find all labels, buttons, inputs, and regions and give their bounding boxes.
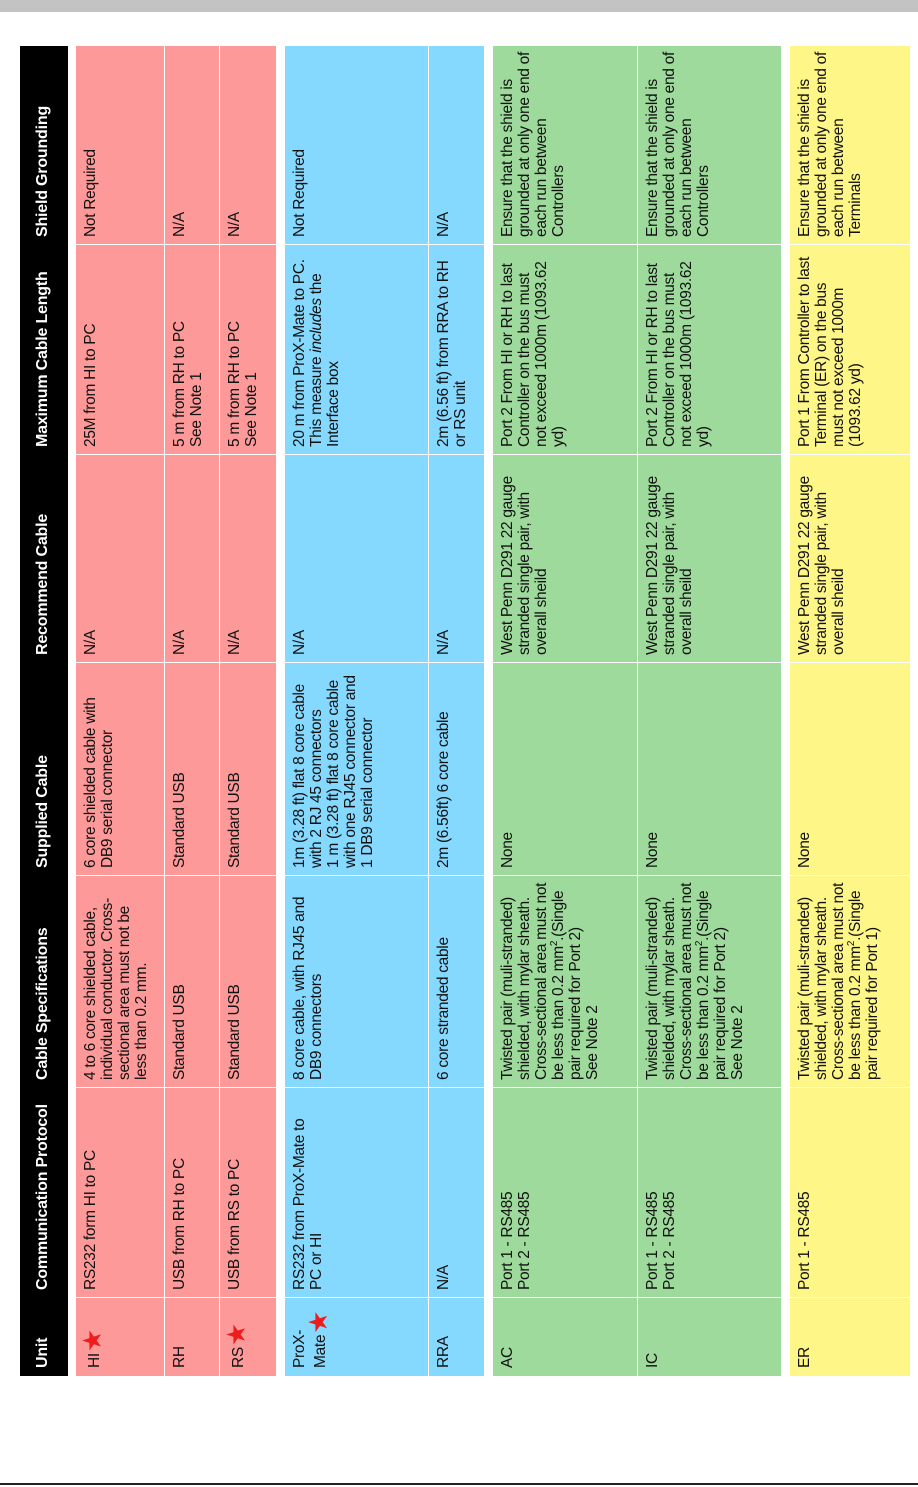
header-row [20, 46, 68, 1376]
column-divider [493, 1297, 781, 1298]
column-divider [493, 1087, 781, 1088]
star-icon: ★ [221, 1323, 251, 1347]
spec-cell: Standard USB [226, 984, 243, 1080]
recommend-cell: West Penn D291 22 gauge stranded single pair, with overall sheild [796, 476, 847, 655]
shield-cell: Ensure that the shield is grounded at only one end of each run between Terminals [796, 52, 864, 237]
spec-superscript: 2 [693, 940, 705, 947]
column-divider [76, 1087, 276, 1088]
supplied-cell: None [644, 832, 661, 868]
unit-cell: RH [171, 1346, 188, 1368]
protocol-cell: USB from RS to PC [226, 1159, 243, 1290]
table-row-ac [493, 46, 637, 1376]
length-cell: Port 1 From Controller to last Terminal (ER) on the bus must not exceed 1000m (1093.62 yd) [796, 257, 864, 447]
spec-cell [790, 876, 910, 1088]
shield-cell: Not Required [291, 149, 308, 237]
supplied-cell: 1m (3.28 ft) flat 8 core cable with 2 RJ 45 connectors 1 m (3.28 ft) flat 8 core cable with one RJ45 connector and 1 DB9 serial connector [291, 675, 376, 868]
recommend-cell: West Penn D291 22 gauge stranded single pair, with overall sheild [644, 476, 695, 655]
table-row-rra [429, 46, 484, 1376]
header-cable-specifications: Cable Specifications [34, 927, 51, 1080]
table-row-rh [165, 46, 219, 1376]
unit-cell [285, 1298, 428, 1376]
unit-cell [220, 1298, 276, 1376]
table-row-ic [638, 46, 781, 1376]
column-divider [790, 1297, 910, 1298]
recommend-cell: N/A [435, 630, 452, 655]
column-divider [76, 244, 276, 245]
column-divider [790, 662, 910, 663]
protocol-cell: RS232 form HI to PC [82, 1150, 99, 1290]
supplied-cell: Standard USB [226, 772, 243, 868]
spec-text: Twisted pair (muli-stranded) shielded, with mylar sheath. Cross-sectional area must not be less than 0.2 mm [499, 882, 567, 1080]
length-cell: 25M from HI to PC [82, 323, 99, 447]
protocol-cell: N/A [435, 1265, 452, 1290]
unit-cell: AC [499, 1347, 516, 1368]
recommend-cell: N/A [171, 630, 188, 655]
header-recommend-cable: Recommend Cable [34, 513, 51, 655]
unit-label: HI [86, 1353, 103, 1368]
spec-cell: 6 core stranded cable [435, 937, 452, 1080]
unit-cell: IC [644, 1353, 661, 1368]
protocol-cell: USB from RH to PC [171, 1158, 188, 1290]
protocol-cell: Port 1 - RS485 [796, 1191, 813, 1290]
column-divider [790, 454, 910, 455]
length-cell: 5 m from RH to PC See Note 1 [226, 321, 260, 447]
protocol-cell: RS232 from ProX-Mate to PC or HI [291, 1118, 325, 1290]
column-divider [285, 1297, 484, 1298]
spec-cell [638, 876, 781, 1088]
table-row-prox-mate [285, 46, 428, 1376]
protocol-cell: Port 1 - RS485 Port 2 - RS485 [499, 1191, 533, 1290]
star-icon: ★ [77, 1329, 107, 1353]
column-divider [790, 244, 910, 245]
supplied-cell: Standard USB [171, 772, 188, 868]
spec-cell: 4 to 6 core shielded cable, individual conductor. Cross-sectional area must not be less than 0.2 mm. [82, 898, 150, 1080]
shield-cell: N/A [171, 212, 188, 237]
unit-cell: RRA [435, 1336, 452, 1368]
shield-cell: Ensure that the shield is grounded at only one end of each run between Controllers [499, 52, 567, 237]
column-divider [76, 875, 276, 876]
header-shield-grounding: Shield Grounding [34, 105, 51, 237]
table-row-rs [220, 46, 276, 1376]
recommend-cell: N/A [291, 630, 308, 655]
header-maximum-cable-length: Maximum Cable Length [34, 271, 51, 447]
supplied-cell: 6 core shielded cable with DB9 serial connector [82, 697, 116, 868]
unit-cell: ER [796, 1347, 813, 1368]
column-divider [790, 1087, 910, 1088]
spec-cell [493, 876, 637, 1088]
supplied-cell: None [499, 832, 516, 868]
column-divider [285, 662, 484, 663]
protocol-cell: Port 1 - RS485 Port 2 - RS485 [644, 1191, 678, 1290]
recommend-cell: West Penn D291 22 gauge stranded single pair, with overall sheild [499, 476, 550, 655]
shield-cell: Ensure that the shield is grounded at only one end of each run between Controllers [644, 52, 712, 237]
column-divider [76, 662, 276, 663]
column-divider [790, 875, 910, 876]
column-divider [493, 244, 781, 245]
column-divider [285, 875, 484, 876]
header-communication-protocol: Communication Protocol [34, 1104, 51, 1290]
length-cell: Port 2 From HI or RH to last Controller on the bus must not exceed 1000m (1093.62 yd) [644, 261, 712, 447]
spec-superscript: 2 [845, 940, 857, 947]
shield-cell: N/A [435, 212, 452, 237]
spec-text-end: .(Single pair required for Port 2) See Note 2 [695, 890, 746, 1080]
length-cell [285, 245, 428, 455]
recommend-cell: N/A [226, 630, 243, 655]
column-divider [493, 454, 781, 455]
length-cell: 5 m from RH to PC See Note 1 [171, 321, 205, 447]
length-cell: Port 2 From HI or RH to last Controller on the bus must not exceed 1000m (1093.62 yd) [499, 261, 567, 447]
table-row-er [790, 46, 910, 1376]
length-emphasis: includes [308, 298, 325, 353]
shield-cell: Not Required [82, 149, 99, 237]
column-divider [285, 1087, 484, 1088]
header-supplied-cable: Supplied Cable [34, 755, 51, 868]
column-divider [285, 244, 484, 245]
supplied-cell: 2m (6.56ft) 6 core cable [435, 711, 452, 868]
header-unit: Unit [34, 1337, 51, 1368]
column-divider [76, 1297, 276, 1298]
column-divider [285, 454, 484, 455]
column-divider [76, 454, 276, 455]
star-icon: ★ [303, 1310, 333, 1334]
length-cell: 2m (6.56 ft) from RRA to RH or RS unit [435, 260, 469, 447]
column-divider [493, 875, 781, 876]
spec-text: Twisted pair (muli-stranded) shielded, with mylar sheath. Cross-sectional area must not be less than 0.2 mm [644, 882, 712, 1080]
cable-specifications-table [20, 46, 910, 1376]
spec-text: Twisted pair (muli-stranded) shielded, with mylar sheath. Cross-sectional area must not be less than 0.2 mm [796, 882, 864, 1080]
spec-cell: 8 core cable, with RJ45 and DB9 connectors [291, 896, 325, 1080]
spec-text-end: .(Single pair required for Port 2) See Note 2 [550, 890, 601, 1080]
supplied-cell: None [796, 832, 813, 868]
length-text: 20 m from ProX-Mate to PC. This measure [291, 259, 325, 447]
table-row-hi [76, 46, 164, 1376]
top-border [0, 0, 918, 12]
column-divider [493, 662, 781, 663]
bottom-rule [0, 1483, 918, 1485]
length-text-end: the Interface box [308, 273, 342, 447]
spec-text-end: .(Single pair required for Port 1) [847, 890, 881, 1080]
shield-cell: N/A [226, 212, 243, 237]
spec-superscript: 2 [548, 940, 560, 947]
unit-label: RS [230, 1347, 247, 1368]
spec-cell: Standard USB [171, 984, 188, 1080]
unit-label: ProX- Mate [291, 1329, 329, 1368]
recommend-cell: N/A [82, 630, 99, 655]
unit-cell [76, 1298, 164, 1376]
